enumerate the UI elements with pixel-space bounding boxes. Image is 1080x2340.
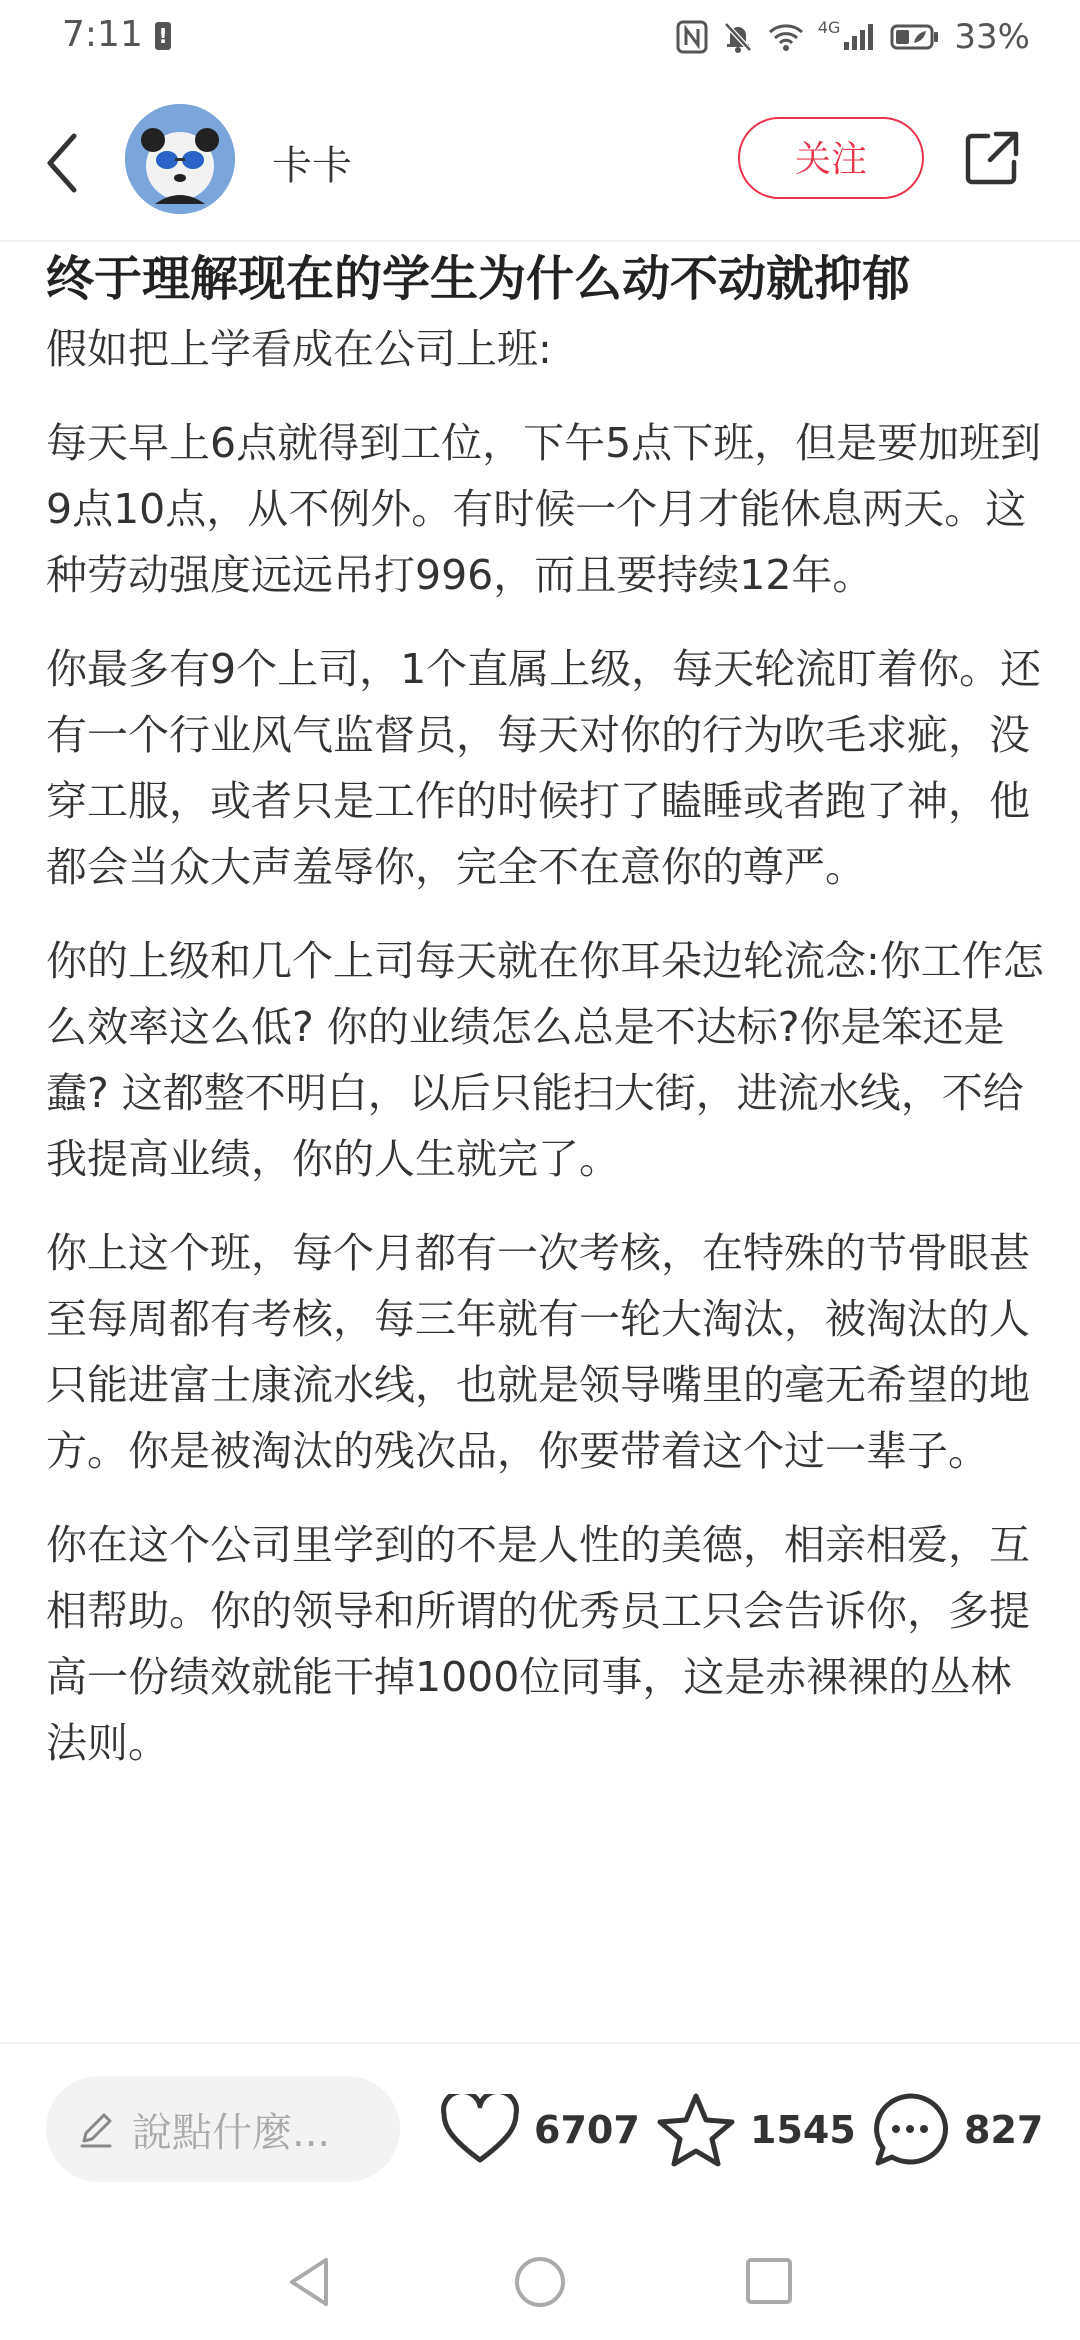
network-type: 4G <box>817 17 841 37</box>
favorite-button[interactable] <box>656 2080 856 2180</box>
post-header <box>0 90 1080 240</box>
post-content <box>46 244 1046 2042</box>
chat-bubble-icon <box>870 2091 950 2169</box>
nav-home-icon[interactable] <box>512 2254 568 2310</box>
system-nav-bar <box>0 2230 1080 2340</box>
post-paragraph: 你上这个班，每个月都有一次考核，在特殊的节骨眼甚至每周都有考核，每三年就有一轮大淘汰，被淘汰的人只能进富士康流水线，也就是领导嘴里的毫无希望的地方。你是被淘汰的残次品，你要带着这个过一辈子。 <box>46 1229 1030 1475</box>
bottom-divider <box>0 2042 1080 2044</box>
nav-recents-icon[interactable] <box>744 2256 794 2306</box>
battery-icon <box>890 23 940 51</box>
mute-bell-icon <box>722 20 754 54</box>
nav-back-icon[interactable] <box>284 2254 334 2310</box>
panda-avatar-image <box>125 104 235 214</box>
signal-icon <box>842 22 876 52</box>
post-paragraph: 你最多有9个上司，1个直属上级，每天轮流盯着你。还有一个行业风气监督员，每天对你的行为吹毛求疵，没穿工服，或者只是工作的时候打了瞌睡或者跑了神，他都会当众大声羞辱你，完全不在意你的尊严。 <box>46 645 1042 891</box>
avatar[interactable] <box>125 104 235 214</box>
post-title: 终于理解现在的学生为什么动不动就抑郁 <box>46 251 911 307</box>
battery-percent: 33% <box>954 17 1030 57</box>
comment-button[interactable] <box>870 2080 1043 2180</box>
header-divider <box>0 240 1080 242</box>
like-count: 6707 <box>534 2108 640 2152</box>
star-icon <box>656 2091 736 2169</box>
back-arrow-icon[interactable] <box>40 128 84 198</box>
comment-input[interactable] <box>46 2076 400 2182</box>
follow-button[interactable]: 关注 <box>738 117 924 199</box>
post-paragraph: 每天早上6点就得到工位，下午5点下班，但是要加班到9点10点，从不例外。有时候一个月才能休息两天。这种劳动强度远远吊打996，而且要持续12年。 <box>46 419 1042 599</box>
share-icon[interactable] <box>962 128 1022 188</box>
alert-icon: ! <box>155 22 171 50</box>
status-time: 7:11 <box>62 14 143 55</box>
nfc-icon <box>676 20 708 54</box>
author-name[interactable]: 卡卡 <box>272 143 352 189</box>
post-paragraph: 你的上级和几个上司每天就在你耳朵边轮流念:你工作怎么效率这么低? 你的业绩怎么总是不达标?你是笨还是蠢? 这都整不明白，以后只能扫大街，进流水线，不给我提高业绩，你的人生就完了。 <box>46 937 1044 1183</box>
comment-count: 827 <box>964 2108 1044 2152</box>
pen-icon <box>76 2109 116 2149</box>
post-paragraph: 假如把上学看成在公司上班: <box>46 325 552 373</box>
heart-icon <box>440 2094 520 2166</box>
post-paragraph: 你在这个公司里学到的不是人性的美德，相亲相爱，互相帮助。你的领导和所谓的优秀员工只会告诉你，多提高一份绩效就能干掉1000位同事，这是赤裸裸的丛林法则。 <box>46 1521 1030 1767</box>
wifi-icon <box>768 22 804 52</box>
like-button[interactable] <box>440 2080 640 2180</box>
status-bar <box>0 0 1080 80</box>
comment-placeholder: 說點什麼... <box>132 2109 331 2156</box>
favorite-count: 1545 <box>750 2108 856 2152</box>
